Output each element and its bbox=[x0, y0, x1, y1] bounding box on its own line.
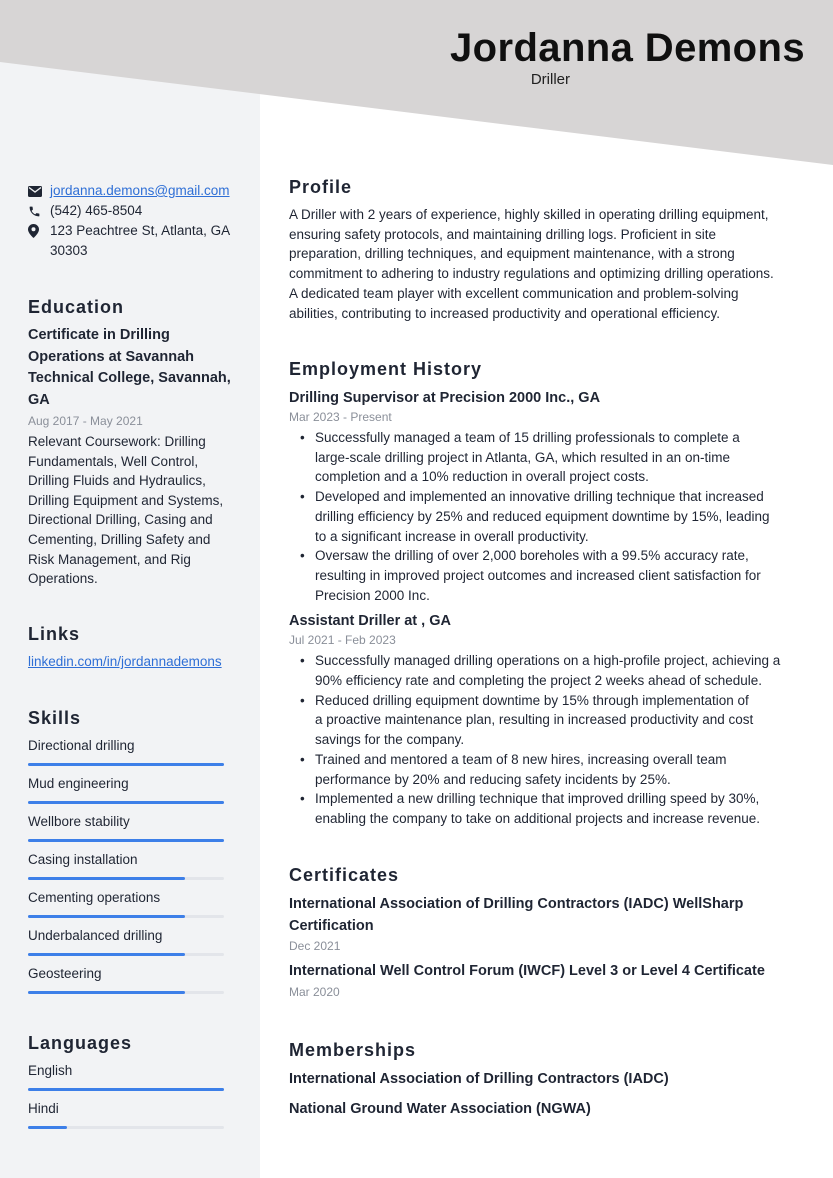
contact-address bbox=[28, 221, 240, 261]
skill-item: Cementing operations bbox=[28, 889, 224, 918]
language-item: English bbox=[28, 1062, 224, 1091]
certificates-section bbox=[289, 865, 804, 1001]
memberships-section bbox=[289, 1040, 804, 1120]
education-heading: Education bbox=[28, 297, 125, 317]
job-entry bbox=[289, 611, 804, 828]
job-bullet: • Reduced drilling equipment downtime by 15% through implementation of a proactive maintenance plan, resulting in increased productivity and cost savings for the company. bbox=[289, 691, 804, 750]
linkedin-link[interactable]: linkedin.com/in/jordannademons bbox=[28, 654, 222, 669]
certificate-entry bbox=[289, 961, 804, 1001]
job-entry bbox=[289, 388, 804, 605]
memberships-heading: Memberships bbox=[289, 1040, 417, 1060]
languages-heading: Languages bbox=[28, 1033, 133, 1053]
job-dates: Jul 2021 - Feb 2023 bbox=[289, 633, 396, 648]
language-bar bbox=[28, 1088, 224, 1091]
education-title: Certificate in Drilling Operations at Savannah Technical College, Savannah, GA bbox=[28, 327, 231, 408]
skills-heading-text: Skills bbox=[28, 708, 82, 728]
skill-bar-fill bbox=[28, 801, 224, 804]
certificate-date: Dec 2021 bbox=[289, 939, 341, 953]
candidate-name: Jordanna Demons bbox=[450, 26, 805, 70]
links-heading: Links bbox=[28, 624, 81, 644]
certificate-entry bbox=[289, 894, 804, 955]
skill-item: Mud engineering bbox=[28, 775, 224, 804]
skill-bar-fill bbox=[28, 991, 185, 994]
job-role: Driller bbox=[530, 71, 570, 88]
skill-bar-fill bbox=[28, 839, 224, 842]
envelope-icon bbox=[28, 181, 50, 201]
skill-bar bbox=[28, 839, 224, 842]
profile-heading: Profile bbox=[289, 177, 353, 197]
employment-heading: Employment History bbox=[289, 359, 483, 379]
contact-email bbox=[28, 181, 240, 201]
membership-item: National Ground Water Association (NGWA) bbox=[289, 1100, 591, 1117]
certificates-heading: Certificates bbox=[289, 865, 400, 885]
address-line-1: 123 Peachtree St, Atlanta, GA bbox=[50, 223, 231, 238]
language-bar bbox=[28, 1126, 224, 1129]
skill-item: Geosteering bbox=[28, 965, 224, 994]
job-bullet: • Implemented a new drilling technique that improved drilling speed by 30%, enabling the company to take on additional projects and increase revenue. bbox=[289, 789, 804, 828]
sidebar-background bbox=[0, 0, 260, 1178]
certificate-date: Mar 2020 bbox=[289, 984, 340, 999]
address-line-2: 30303 bbox=[50, 243, 88, 258]
skill-item: Casing installation bbox=[28, 851, 224, 880]
phone-icon bbox=[28, 201, 50, 221]
skill-bar-fill bbox=[28, 877, 185, 880]
job-bullet: • Oversaw the drilling of over 2,000 boreholes with a 99.5% accuracy rate, resulting in improved project outcomes and increased client satisfaction for Precision 2000 Inc. bbox=[289, 546, 804, 605]
profile-text: A Driller with 2 years of experience, highly skilled in operating drilling equipment, ensuring safety protocols, and maintaining drilling logs. Proficient in site preparation, drilling techniques, and equipment maintenance, with a strong commitment to adhering to industry regulations and optimizing drilling operations. A dedicated team player with excellent communication and problem-solving abilities, contributing to increased productivity and operational efficiency. bbox=[289, 207, 774, 321]
education-dates: Aug 2017 - May 2021 bbox=[28, 414, 143, 428]
profile-section bbox=[289, 177, 804, 323]
membership-item: International Association of Drilling Contractors (IADC) bbox=[289, 1071, 669, 1087]
job-dates: Mar 2023 - Present bbox=[289, 410, 392, 424]
job-bullets bbox=[289, 651, 804, 828]
skill-bar bbox=[28, 915, 224, 918]
skill-bar bbox=[28, 877, 224, 880]
email-link[interactable]: jordanna.demons@gmail.com bbox=[50, 183, 230, 198]
job-bullet: • Successfully managed drilling operations on a high-profile project, achieving a 90% efficiency rate and completing the project 2 weeks ahead of schedule. bbox=[289, 651, 804, 690]
links-section bbox=[28, 624, 240, 671]
skill-item: Wellbore stability bbox=[28, 813, 224, 842]
job-bullet: • Trained and mentored a team of 8 new hires, increasing overall team performance by 20% and reducing safety incidents by 25%. bbox=[289, 750, 804, 789]
language-bar-fill bbox=[28, 1126, 67, 1129]
skill-bar-fill bbox=[28, 915, 185, 918]
skill-bar bbox=[28, 953, 224, 956]
skill-bar bbox=[28, 801, 224, 804]
phone-text: (542) 465-8504 bbox=[50, 203, 143, 218]
employment-section bbox=[289, 359, 804, 829]
skill-item: Underbalanced drilling bbox=[28, 927, 224, 956]
skill-bar-fill bbox=[28, 953, 185, 956]
certificate-title: International Well Control Forum (IWCF) Level 3 or Level 4 Certificate bbox=[289, 963, 765, 979]
education-section bbox=[28, 297, 240, 589]
education-coursework: Relevant Coursework: Drilling Fundamentals, Well Control, Drilling Fluids and Hydraulics, Drilling Equipment and Systems, Directional Drilling, Casing and Cementing, Drilling Safety and Risk Management, and Rig Operations. bbox=[28, 434, 224, 587]
job-title: Assistant Driller at , GA bbox=[289, 613, 451, 630]
language-bar-fill bbox=[28, 1088, 224, 1091]
skill-item: Directional drilling bbox=[28, 737, 224, 766]
skill-bar bbox=[28, 763, 224, 766]
language-item: Hindi bbox=[28, 1100, 224, 1129]
job-title: Drilling Supervisor at Precision 2000 Inc., GA bbox=[289, 390, 601, 406]
job-bullet: • Developed and implemented an innovative drilling technique that increased drilling efficiency by 25% and reduced equipment downtime by 15%, leading to a significant increase in overall productivity. bbox=[289, 487, 804, 546]
skill-bar bbox=[28, 991, 224, 994]
job-bullets bbox=[289, 428, 804, 605]
skill-bar-fill bbox=[28, 763, 224, 766]
certificate-title: International Association of Drilling Contractors (IADC) WellSharp Certification bbox=[289, 896, 744, 934]
contact-section bbox=[28, 181, 240, 261]
job-bullet: • Successfully managed a team of 15 drilling professionals to complete a large-scale drilling project in Atlanta, GA, which resulted in an on-time completion and a 10% reduction in overall project costs. bbox=[289, 428, 804, 487]
contact-phone bbox=[28, 201, 240, 221]
map-pin-icon bbox=[28, 221, 50, 241]
